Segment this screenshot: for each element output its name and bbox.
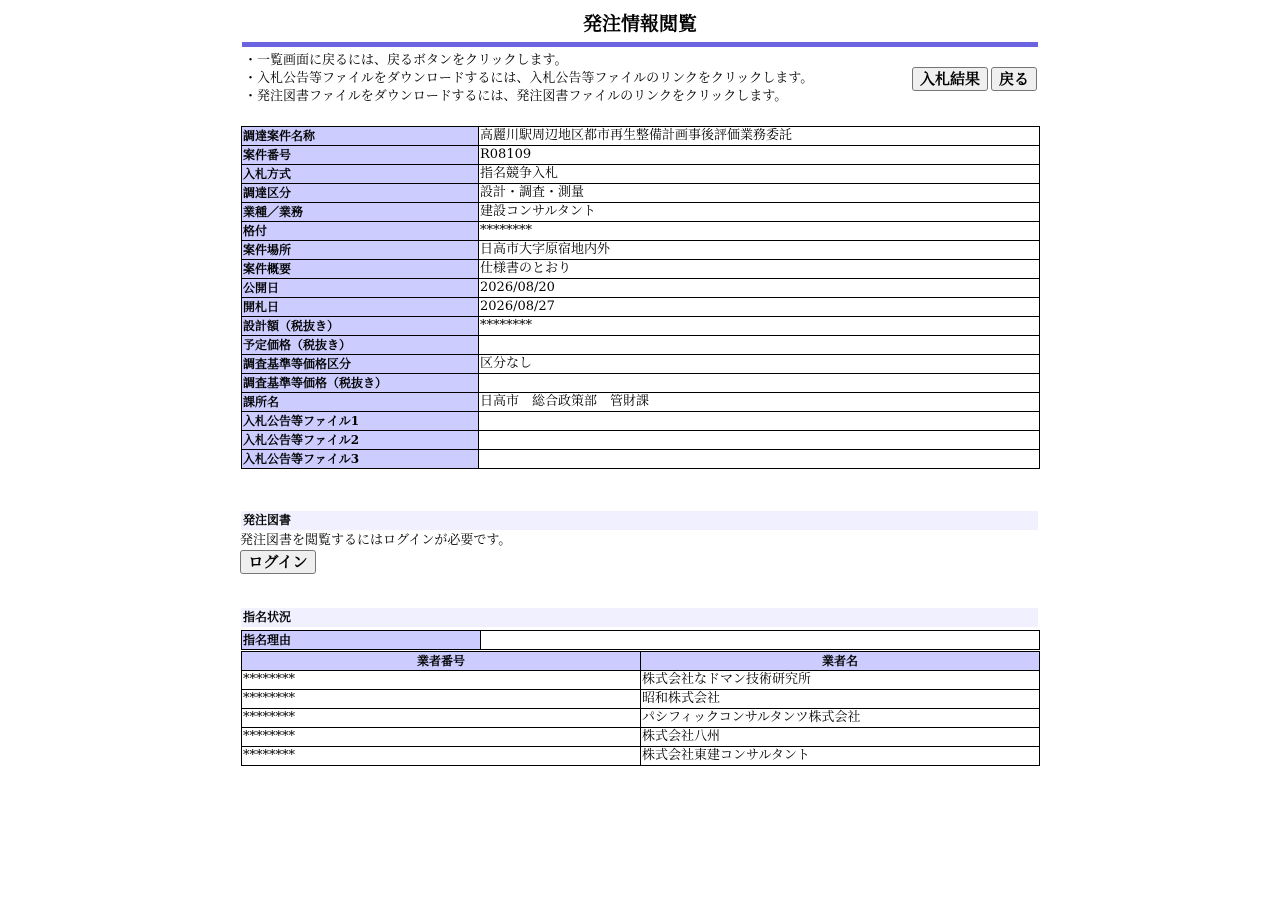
detail-value: 建設コンサルタント (479, 203, 1040, 222)
detail-label: 開札日 (242, 298, 479, 317)
vendor-number-cell: ******** (242, 690, 641, 709)
order-details-body (242, 127, 1040, 469)
detail-label: 調査基準等価格（税抜き） (242, 374, 479, 393)
detail-label: 案件番号 (242, 146, 479, 165)
table-row (242, 747, 1040, 766)
detail-value: 仕様書のとおり (479, 260, 1040, 279)
vendor-name-cell: 株式会社東建コンサルタント (641, 747, 1040, 766)
order-details-table (241, 126, 1040, 469)
table-row (242, 631, 1040, 650)
drawings-section-header: 発注図書 (241, 511, 1038, 530)
detail-label: 入札公告等ファイル2 (242, 431, 479, 450)
nomination-reason-label: 指名理由 (242, 631, 481, 650)
table-row (242, 146, 1040, 165)
detail-value: 2026/08/20 (479, 279, 1040, 298)
vendor-table-header-row (242, 652, 1040, 671)
table-row (242, 317, 1040, 336)
detail-value: R08109 (479, 146, 1040, 165)
column-header-vendor-name: 業者名 (641, 652, 1040, 671)
vendor-number-cell: ******** (242, 747, 641, 766)
detail-label: 案件概要 (242, 260, 479, 279)
table-row (242, 690, 1040, 709)
detail-label: 入札方式 (242, 165, 479, 184)
column-header-vendor-number: 業者番号 (242, 652, 641, 671)
table-row (242, 728, 1040, 747)
vendor-name-cell: 昭和株式会社 (641, 690, 1040, 709)
instruction-line: ・入札公告等ファイルをダウンロードするには、入札公告等ファイルのリンクをクリックします。 (244, 71, 814, 86)
table-row (242, 222, 1040, 241)
detail-label: 格付 (242, 222, 479, 241)
detail-value: 日高市大字原宿地内外 (479, 241, 1040, 260)
vendor-table (241, 651, 1040, 766)
vendor-name-cell: 株式会社八州 (641, 728, 1040, 747)
table-row (242, 203, 1040, 222)
detail-value: 設計・調査・測量 (479, 184, 1040, 203)
table-row (242, 260, 1040, 279)
detail-value (479, 412, 1040, 431)
table-row (242, 355, 1040, 374)
detail-label: 調達区分 (242, 184, 479, 203)
table-row (242, 671, 1040, 690)
table-row (242, 431, 1040, 450)
table-row (242, 241, 1040, 260)
table-row (242, 374, 1040, 393)
table-row (242, 184, 1040, 203)
table-row (242, 412, 1040, 431)
table-row (242, 709, 1040, 728)
detail-label: 入札公告等ファイル1 (242, 412, 479, 431)
detail-label: 業種／業務 (242, 203, 479, 222)
table-row (242, 298, 1040, 317)
back-button[interactable]: 戻る (991, 67, 1037, 91)
detail-value: 高麗川駅周辺地区都市再生整備計画事後評価業務委託 (479, 127, 1040, 146)
detail-value: 指名競争入札 (479, 165, 1040, 184)
table-row (242, 336, 1040, 355)
page-title: 発注情報閲覧 (582, 13, 697, 35)
table-row (242, 127, 1040, 146)
table-row (242, 393, 1040, 412)
detail-value: ******** (479, 222, 1040, 241)
detail-label: 入札公告等ファイル3 (242, 450, 479, 469)
detail-value (479, 450, 1040, 469)
table-row (242, 450, 1040, 469)
detail-value: 日高市 総合政策部 管財課 (479, 393, 1040, 412)
vendor-name-cell: パシフィックコンサルタンツ株式会社 (641, 709, 1040, 728)
detail-label: 案件場所 (242, 241, 479, 260)
detail-label: 課所名 (242, 393, 479, 412)
detail-value (479, 336, 1040, 355)
bid-result-button[interactable]: 入札結果 (912, 67, 988, 91)
instruction-line: ・一覧画面に戻るには、戻るボタンをクリックします。 (244, 53, 568, 68)
table-row (242, 279, 1040, 298)
vendor-name-cell: 株式会社なドマン技術研究所 (641, 671, 1040, 690)
nomination-section-header: 指名状況 (241, 608, 1038, 627)
vendor-number-cell: ******** (242, 709, 641, 728)
detail-value: ******** (479, 317, 1040, 336)
detail-value (479, 374, 1040, 393)
detail-value (479, 431, 1040, 450)
vendor-table-body (242, 671, 1040, 766)
nomination-reason-value (481, 631, 1040, 650)
vendor-number-cell: ******** (242, 671, 641, 690)
detail-label: 設計額（税抜き） (242, 317, 479, 336)
detail-label: 公開日 (242, 279, 479, 298)
instructions (244, 52, 884, 106)
title-divider (242, 42, 1038, 47)
detail-label: 調査基準等価格区分 (242, 355, 479, 374)
nomination-reason-table (241, 630, 1040, 650)
login-required-message: 発注図書を閲覧するにはログインが必要です。 (240, 533, 512, 548)
detail-value: 区分なし (479, 355, 1040, 374)
detail-label: 予定価格（税抜き） (242, 336, 479, 355)
vendor-number-cell: ******** (242, 728, 641, 747)
login-button[interactable]: ログイン (240, 550, 316, 574)
detail-label: 調達案件名称 (242, 127, 479, 146)
instruction-line: ・発注図書ファイルをダウンロードするには、発注図書ファイルのリンクをクリックします。 (244, 89, 788, 104)
table-row (242, 165, 1040, 184)
top-button-group (912, 67, 1037, 91)
detail-value: 2026/08/27 (479, 298, 1040, 317)
